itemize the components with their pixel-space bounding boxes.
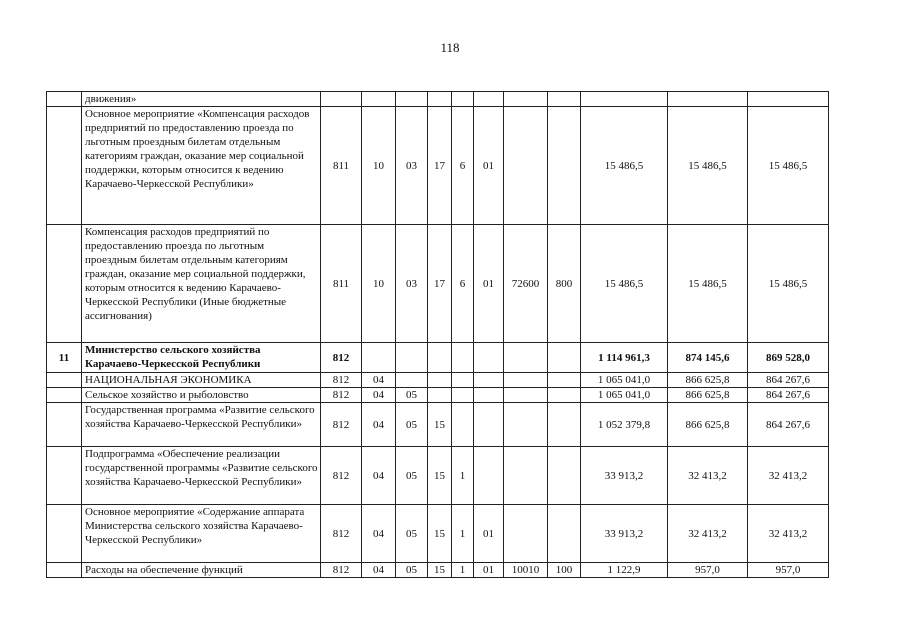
cell-s2: 15 486,5 bbox=[668, 107, 748, 225]
table-row bbox=[47, 505, 829, 563]
cell-p2 bbox=[452, 373, 474, 388]
cell-rz: 04 bbox=[362, 373, 396, 388]
cell-vr bbox=[548, 447, 581, 505]
cell-s1: 15 486,5 bbox=[581, 225, 668, 343]
table-row bbox=[47, 225, 829, 343]
cell-ved: 812 bbox=[321, 373, 362, 388]
cell-rz: 10 bbox=[362, 225, 396, 343]
cell-s3 bbox=[748, 92, 829, 107]
cell-p1: 17 bbox=[428, 225, 452, 343]
budget-table bbox=[46, 91, 829, 578]
cell-p4 bbox=[504, 107, 548, 225]
cell-vr bbox=[548, 343, 581, 373]
cell-s2: 866 625,8 bbox=[668, 388, 748, 403]
cell-s3: 15 486,5 bbox=[748, 107, 829, 225]
cell-p3 bbox=[474, 373, 504, 388]
cell-p3 bbox=[474, 343, 504, 373]
cell-vr bbox=[548, 92, 581, 107]
cell-ved: 812 bbox=[321, 343, 362, 373]
cell-name: НАЦИОНАЛЬНАЯ ЭКОНОМИКА bbox=[82, 373, 321, 388]
cell-p3 bbox=[474, 447, 504, 505]
cell-idx bbox=[47, 403, 82, 447]
cell-s1: 33 913,2 bbox=[581, 447, 668, 505]
cell-p1 bbox=[428, 92, 452, 107]
cell-p1: 15 bbox=[428, 447, 452, 505]
cell-s3: 864 267,6 bbox=[748, 388, 829, 403]
cell-s1: 1 065 041,0 bbox=[581, 388, 668, 403]
cell-name: Основное мероприятие «Содержание аппарата Министерства сельского хозяйства Карачаево-Черкесской Республики» bbox=[82, 505, 321, 563]
cell-s3: 15 486,5 bbox=[748, 225, 829, 343]
cell-s2 bbox=[668, 92, 748, 107]
cell-vr: 800 bbox=[548, 225, 581, 343]
cell-s3: 957,0 bbox=[748, 563, 829, 578]
cell-p4 bbox=[504, 92, 548, 107]
cell-vr bbox=[548, 107, 581, 225]
cell-rz bbox=[362, 92, 396, 107]
cell-rz: 04 bbox=[362, 447, 396, 505]
cell-pr: 03 bbox=[396, 225, 428, 343]
cell-s2: 866 625,8 bbox=[668, 403, 748, 447]
cell-s3: 864 267,6 bbox=[748, 403, 829, 447]
cell-p4 bbox=[504, 373, 548, 388]
cell-p4: 72600 bbox=[504, 225, 548, 343]
cell-idx bbox=[47, 92, 82, 107]
cell-rz: 04 bbox=[362, 403, 396, 447]
cell-idx bbox=[47, 373, 82, 388]
cell-p1 bbox=[428, 388, 452, 403]
cell-vr bbox=[548, 388, 581, 403]
cell-s2: 32 413,2 bbox=[668, 447, 748, 505]
cell-pr bbox=[396, 343, 428, 373]
cell-ved: 812 bbox=[321, 505, 362, 563]
cell-s1: 33 913,2 bbox=[581, 505, 668, 563]
cell-rz bbox=[362, 343, 396, 373]
cell-rz: 04 bbox=[362, 563, 396, 578]
cell-name: Министерство сельского хозяйства Карачаево-Черкесской Республики bbox=[82, 343, 321, 373]
cell-p3 bbox=[474, 92, 504, 107]
page-number: 118 bbox=[440, 40, 460, 55]
cell-s2: 866 625,8 bbox=[668, 373, 748, 388]
cell-p2 bbox=[452, 92, 474, 107]
cell-p3: 01 bbox=[474, 563, 504, 578]
cell-ved: 812 bbox=[321, 403, 362, 447]
cell-name: движения» bbox=[82, 92, 321, 107]
cell-p3: 01 bbox=[474, 107, 504, 225]
cell-p1: 15 bbox=[428, 563, 452, 578]
table-row bbox=[47, 403, 829, 447]
cell-pr: 03 bbox=[396, 107, 428, 225]
cell-p4 bbox=[504, 505, 548, 563]
cell-p4: 10010 bbox=[504, 563, 548, 578]
cell-p3: 01 bbox=[474, 505, 504, 563]
cell-p4 bbox=[504, 447, 548, 505]
cell-rz: 10 bbox=[362, 107, 396, 225]
cell-s1: 1 122,9 bbox=[581, 563, 668, 578]
cell-ved: 812 bbox=[321, 388, 362, 403]
table-row bbox=[47, 107, 829, 225]
cell-s1: 1 052 379,8 bbox=[581, 403, 668, 447]
cell-name: Сельское хозяйство и рыболовство bbox=[82, 388, 321, 403]
cell-s2: 32 413,2 bbox=[668, 505, 748, 563]
table-row bbox=[47, 92, 829, 107]
cell-p1: 15 bbox=[428, 403, 452, 447]
table-row bbox=[47, 388, 829, 403]
cell-s2: 874 145,6 bbox=[668, 343, 748, 373]
cell-ved bbox=[321, 92, 362, 107]
cell-idx bbox=[47, 107, 82, 225]
cell-p2: 6 bbox=[452, 225, 474, 343]
cell-pr: 05 bbox=[396, 563, 428, 578]
cell-s1: 1 114 961,3 bbox=[581, 343, 668, 373]
cell-p2: 1 bbox=[452, 447, 474, 505]
cell-p2: 1 bbox=[452, 563, 474, 578]
cell-p4 bbox=[504, 388, 548, 403]
cell-p1 bbox=[428, 373, 452, 388]
cell-pr bbox=[396, 92, 428, 107]
cell-pr: 05 bbox=[396, 388, 428, 403]
cell-ved: 811 bbox=[321, 225, 362, 343]
cell-idx: 11 bbox=[47, 343, 82, 373]
table-row bbox=[47, 343, 829, 373]
cell-idx bbox=[47, 225, 82, 343]
cell-ved: 812 bbox=[321, 447, 362, 505]
cell-vr bbox=[548, 373, 581, 388]
cell-p2 bbox=[452, 403, 474, 447]
cell-idx bbox=[47, 447, 82, 505]
cell-name: Компенсация расходов предприятий по предоставлению проезда по льготным проездным билетам отдельным категориям граждан, оказание мер социальной поддержки, которым относится к ведению Карачаево-Черкесской Республики (Иные бюджетные ассигнования) bbox=[82, 225, 321, 343]
cell-ved: 811 bbox=[321, 107, 362, 225]
cell-s2: 15 486,5 bbox=[668, 225, 748, 343]
cell-s1: 15 486,5 bbox=[581, 107, 668, 225]
cell-p2 bbox=[452, 343, 474, 373]
cell-pr: 05 bbox=[396, 403, 428, 447]
cell-name: Расходы на обеспечение функций bbox=[82, 563, 321, 578]
cell-rz: 04 bbox=[362, 505, 396, 563]
table-row bbox=[47, 563, 829, 578]
cell-s1 bbox=[581, 92, 668, 107]
cell-vr bbox=[548, 403, 581, 447]
cell-name: Основное мероприятие «Компенсация расходов предприятий по предоставлению проезда по льготным проездным билетам отдельным категориям граждан, оказание мер социальной поддержки, которым относится к ведению Карачаево-Черкесской Республики» bbox=[82, 107, 321, 225]
cell-ved: 812 bbox=[321, 563, 362, 578]
cell-p1 bbox=[428, 343, 452, 373]
cell-s3: 869 528,0 bbox=[748, 343, 829, 373]
cell-p4 bbox=[504, 343, 548, 373]
cell-p2 bbox=[452, 388, 474, 403]
cell-idx bbox=[47, 388, 82, 403]
cell-p1: 15 bbox=[428, 505, 452, 563]
cell-s3: 32 413,2 bbox=[748, 447, 829, 505]
cell-p2: 1 bbox=[452, 505, 474, 563]
cell-p1: 17 bbox=[428, 107, 452, 225]
cell-p2: 6 bbox=[452, 107, 474, 225]
cell-pr bbox=[396, 373, 428, 388]
cell-name: Подпрограмма «Обеспечение реализации государственной программы «Развитие сельского хозяйства Карачаево-Черкесской Республики» bbox=[82, 447, 321, 505]
cell-pr: 05 bbox=[396, 505, 428, 563]
cell-p3: 01 bbox=[474, 225, 504, 343]
cell-p3 bbox=[474, 403, 504, 447]
cell-pr: 05 bbox=[396, 447, 428, 505]
cell-vr bbox=[548, 505, 581, 563]
cell-p4 bbox=[504, 403, 548, 447]
table-row bbox=[47, 447, 829, 505]
cell-idx bbox=[47, 505, 82, 563]
cell-vr: 100 bbox=[548, 563, 581, 578]
cell-p3 bbox=[474, 388, 504, 403]
cell-s1: 1 065 041,0 bbox=[581, 373, 668, 388]
table-row bbox=[47, 373, 829, 388]
cell-s2: 957,0 bbox=[668, 563, 748, 578]
cell-idx bbox=[47, 563, 82, 578]
cell-name: Государственная программа «Развитие сельского хозяйства Карачаево-Черкесской Республики» bbox=[82, 403, 321, 447]
cell-rz: 04 bbox=[362, 388, 396, 403]
cell-s3: 32 413,2 bbox=[748, 505, 829, 563]
cell-s3: 864 267,6 bbox=[748, 373, 829, 388]
